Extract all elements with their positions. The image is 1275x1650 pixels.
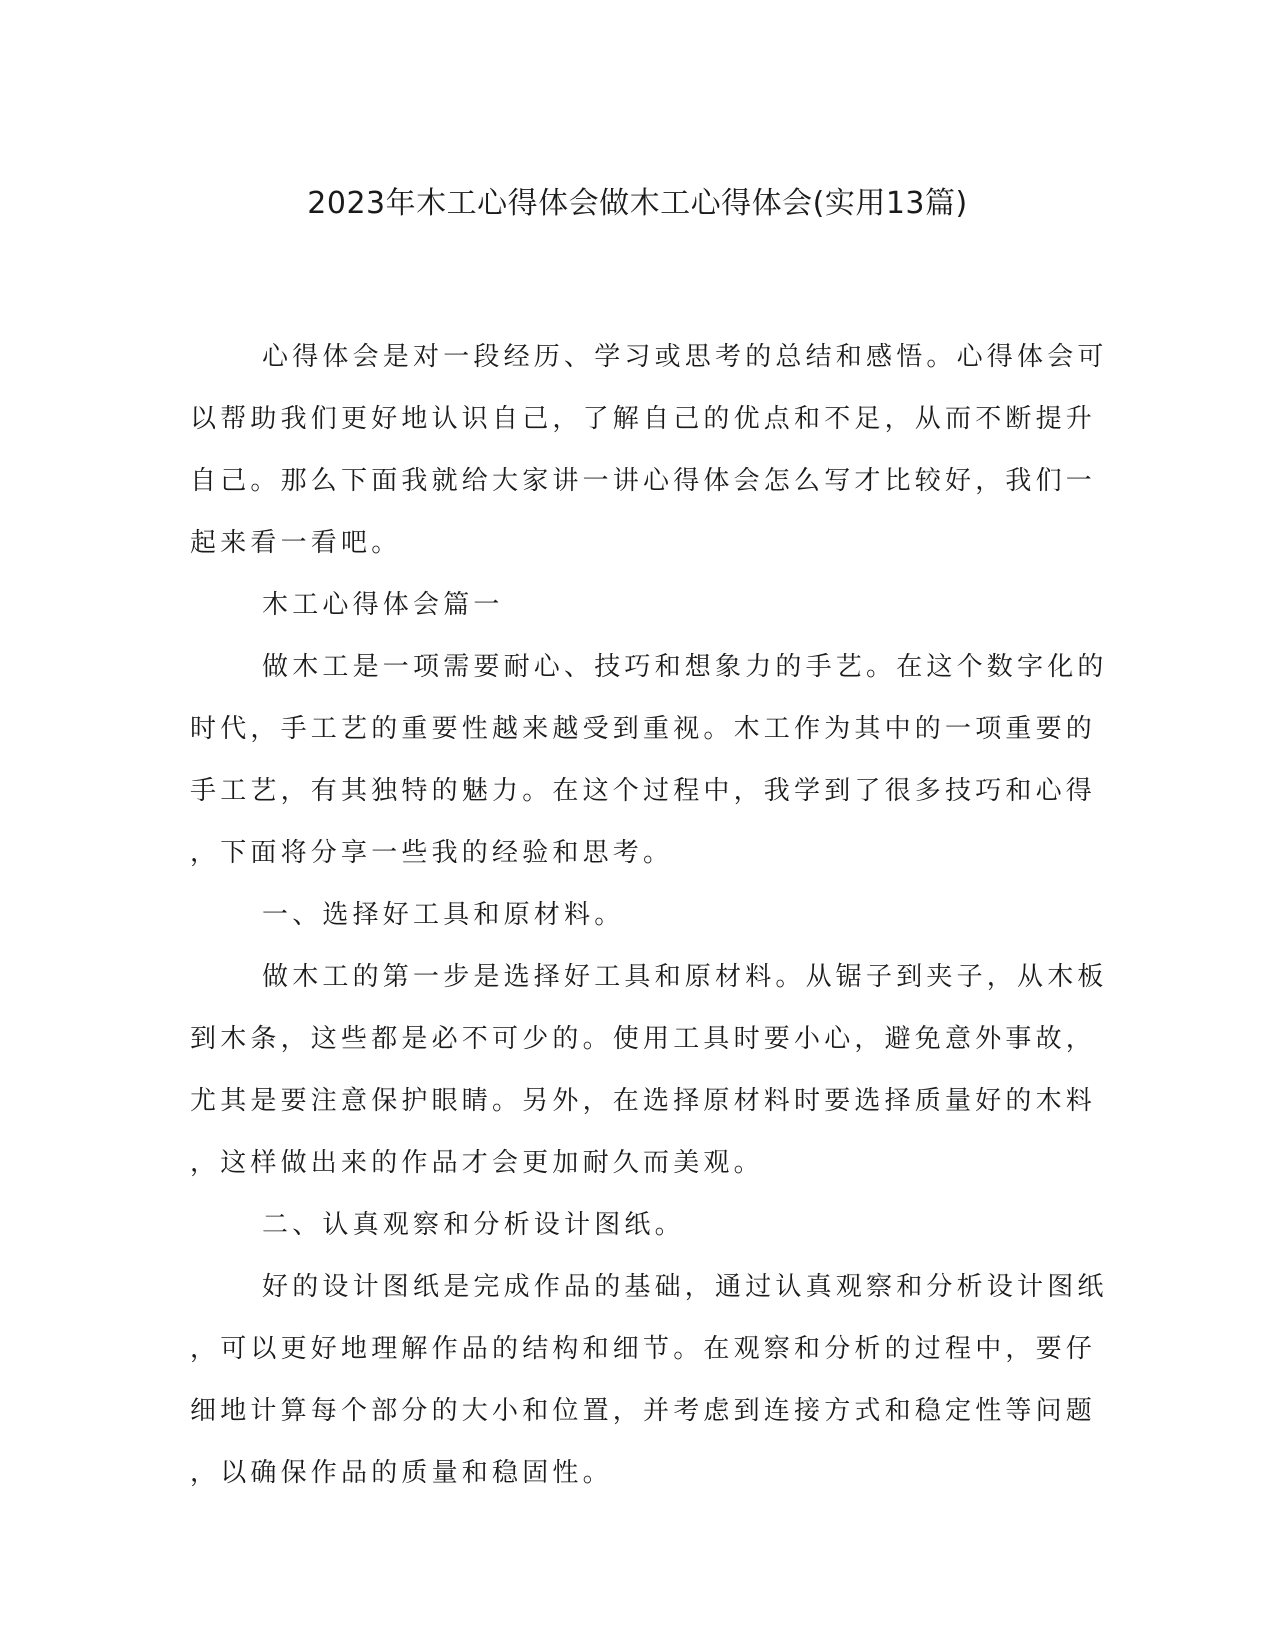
subheading: 二、认真观察和分析设计图纸。 [262, 1210, 685, 1240]
text-line: 细地计算每个部分的大小和位置，并考虑到连接方式和稳定性等问题 [190, 1396, 1097, 1426]
text-line: 做木工是一项需要耐心、技巧和想象力的手艺。在这个数字化的 [262, 652, 1108, 682]
text-line: ，可以更好地理解作品的结构和细节。在观察和分析的过程中，要仔 [190, 1334, 1097, 1364]
text-line: 做木工的第一步是选择好工具和原材料。从锯子到夹子，从木板 [262, 962, 1108, 992]
text-line: 手工艺，有其独特的魅力。在这个过程中，我学到了很多技巧和心得 [190, 776, 1097, 806]
text-line: ，以确保作品的质量和稳固性。 [190, 1458, 613, 1488]
document-title: 2023年木工心得体会做木工心得体会(实用13篇) [307, 186, 968, 221]
text-line: 尤其是要注意保护眼睛。另外，在选择原材料时要选择质量好的木料 [190, 1086, 1097, 1116]
text-line: 以帮助我们更好地认识自己，了解自己的优点和不足，从而不断提升 [190, 404, 1097, 434]
section-heading: 木工心得体会篇一 [262, 590, 504, 620]
text-line: 时代，手工艺的重要性越来越受到重视。木工作为其中的一项重要的 [190, 714, 1097, 744]
text-line: 到木条，这些都是必不可少的。使用工具时要小心，避免意外事故， [190, 1024, 1097, 1054]
text-line: 起来看一看吧。 [190, 528, 402, 558]
text-line: ，下面将分享一些我的经验和思考。 [190, 838, 674, 868]
text-line: 心得体会是对一段经历、学习或思考的总结和感悟。心得体会可 [262, 342, 1108, 372]
text-line: ，这样做出来的作品才会更加耐久而美观。 [190, 1148, 764, 1178]
text-line: 自己。那么下面我就给大家讲一讲心得体会怎么写才比较好，我们一 [190, 466, 1097, 496]
subheading: 一、选择好工具和原材料。 [262, 900, 625, 930]
document-body [190, 326, 1108, 1504]
text-line: 好的设计图纸是完成作品的基础，通过认真观察和分析设计图纸 [262, 1272, 1108, 1302]
